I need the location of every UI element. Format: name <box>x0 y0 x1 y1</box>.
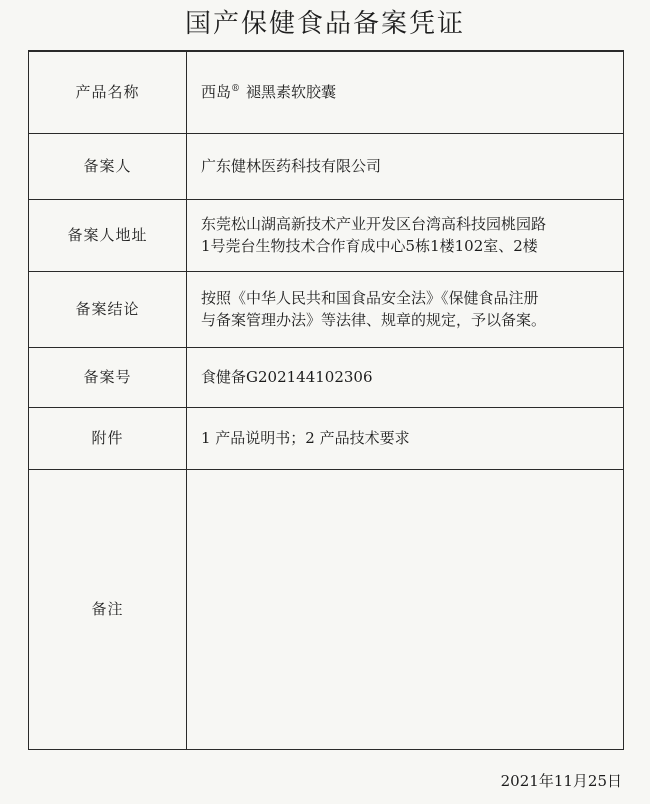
value-filer: 广东健林医药科技有限公司 <box>187 133 624 199</box>
registered-mark: ® <box>231 84 241 95</box>
table-row-filing-number <box>29 347 624 407</box>
label-attachments: 附件 <box>29 407 187 469</box>
conclusion-line-2: 与备案管理办法》等法律、规章的规定，予以备案。 <box>201 311 547 329</box>
address-line-2: 1号莞台生物技术合作育成中心5栋1楼102室、2楼 <box>201 237 538 255</box>
table-row-remarks <box>29 469 624 750</box>
document-title: 国产保健食品备案凭证 <box>184 9 465 39</box>
value-filing-number: 食健备G202144102306 <box>187 347 624 407</box>
certificate-table <box>28 50 624 750</box>
table-row-attachments <box>29 407 624 469</box>
table-row-filer-address <box>29 199 624 271</box>
table-row-conclusion <box>29 271 624 347</box>
address-line-1: 东莞松山湖高新技术产业开发区台湾高科技园桃园路 <box>201 215 547 233</box>
label-filer: 备案人 <box>29 133 187 199</box>
value-conclusion <box>187 271 624 347</box>
value-product-name <box>187 51 624 133</box>
label-filer-address: 备案人地址 <box>29 199 187 271</box>
label-filing-number: 备案号 <box>29 347 187 407</box>
table-row-product-name <box>29 51 624 133</box>
label-conclusion: 备案结论 <box>29 271 187 347</box>
value-filer-address <box>187 199 624 271</box>
conclusion-line-1: 按照《中华人民共和国食品安全法》《保健食品注册 <box>201 289 539 307</box>
label-product-name: 产品名称 <box>29 51 187 133</box>
table-row-filer <box>29 133 624 199</box>
product-name-text: 褪黑素软胶囊 <box>246 83 337 102</box>
label-remarks: 备注 <box>29 469 187 750</box>
value-remarks <box>187 469 624 750</box>
issue-date: 2021年11月25日 <box>500 772 622 790</box>
product-brand: 西岛® <box>201 83 241 102</box>
value-attachments: 1 产品说明书；2 产品技术要求 <box>187 407 624 469</box>
